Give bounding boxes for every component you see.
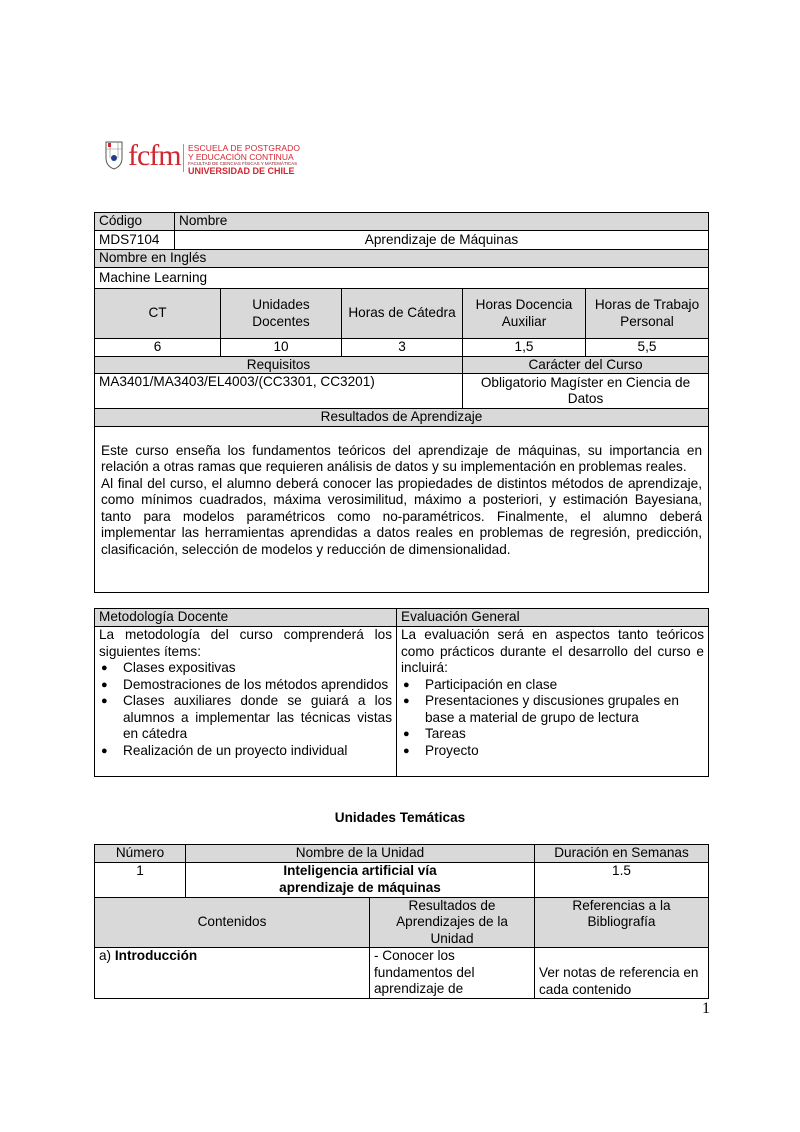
header-auxiliar: Horas Docencia Auxiliar [463,289,586,339]
list-item: ● Participación en clase [401,677,704,694]
fcfm-mark: fcfm [128,139,181,172]
content-referencia: Ver notas de referencia en cada contenido [535,948,709,999]
list-item: ● Tareas [401,726,704,743]
logo-line-2: Y EDUCACIÓN CONTINUA [188,152,294,162]
value-catedra: 3 [342,339,463,357]
unit-duration: 1.5 [535,862,709,897]
evaluacion-title: Evaluación General [397,609,709,627]
unit-number: 1 [95,862,186,897]
metodologia-intro: La metodología del curso comprenderá los siguientes ítems: [99,627,392,659]
metodologia-list [99,660,392,759]
header-ct: CT [95,289,221,339]
metodologia-title: Metodología Docente [95,609,397,627]
course-name-english: Machine Learning [95,268,709,289]
header-nombre-unidad: Nombre de la Unidad [186,845,535,863]
value-personal: 5,5 [586,339,709,357]
resultados-text [95,426,709,592]
list-item: ● Realización de un proyecto individual [99,743,392,760]
nombre-label: Nombre [175,213,709,231]
value-auxiliar: 1,5 [463,339,586,357]
codigo-label: Código [95,213,175,231]
caracter-value: Obligatorio Magíster en Ciencia de Datos [463,374,709,409]
caracter-label: Carácter del Curso [463,356,709,374]
resultados-label: Resultados de Aprendizaje [95,409,709,427]
evaluacion-list [401,677,704,760]
logo-separator [183,144,184,172]
content-prefix: a) [99,948,112,963]
unit-name: Inteligencia artificial vía aprendizaje de máquinas [186,862,535,897]
university-shield-icon [104,140,124,170]
resultados-paragraph-2: Al final del curso, el alumno deberá conocer las propiedades de distintos métodos de aprendizaje, como mínimos cuadrados, máxima verosimilitud, máximo a posteriori, y estimación Bayesiana, tanto para modelos paramétricos como no-paramétricos. Finalmente, el alumno deberá implementar las herramientas aprendidas a datos reales en problemas de regresión, predicción, clasificación, selección de modelos y reducción de dimensionalidad. [101,475,703,557]
requisitos-label: Requisitos [95,356,463,374]
page-number: 1 [702,1000,710,1017]
metodologia-body [95,627,397,777]
header-resultados-unidad: Resultados de Aprendizajes de la Unidad [370,897,535,948]
faculty-logo [104,138,314,182]
requisitos-value: MA3401/MA3403/EL4003/(CC3301, CC3201) [95,374,463,409]
content-resultado: - Conocer los fundamentos del aprendizaje de [370,948,535,999]
course-info-table [94,212,709,593]
content-title: Introducción [114,948,198,963]
header-personal: Horas de Trabajo Personal [586,289,709,339]
logo-line-1: ESCUELA DE POSTGRADO [188,143,301,153]
header-contenidos: Contenidos [95,897,370,948]
nombre-ingles-label: Nombre en Inglés [95,250,709,268]
resultados-paragraph-1: Este curso enseña los fundamentos teóricos del aprendizaje de máquinas, su importancia en relación a otras ramas que requieren análisis de datos y su implementación en problemas reales. [101,442,703,474]
unidades-title: Unidades Temáticas [334,810,466,825]
logo-line-4: UNIVERSIDAD DE CHILE [188,166,295,176]
list-item: ● Demostraciones de los métodos aprendidos [99,677,392,694]
list-item: ● Presentaciones y discusiones grupales en base a material de grupo de lectura [401,693,704,726]
unidades-table [94,844,709,999]
header-referencias: Referencias a la Bibliografía [535,897,709,948]
course-name: Aprendizaje de Máquinas [175,231,709,250]
header-unidades: Unidades Docentes [221,289,342,339]
evaluacion-intro: La evaluación será en aspectos tanto teóricos como prácticos durante el desarrollo del curso e incluirá: [401,627,704,675]
logo-line-3: FACULTAD DE CIENCIAS FÍSICAS Y MATEMÁTICAS [188,161,298,166]
header-duracion: Duración en Semanas [535,845,709,863]
list-item: ● Proyecto [401,743,704,760]
value-ct: 6 [95,339,221,357]
list-item: ● Clases expositivas [99,660,392,677]
value-unidades: 10 [221,339,342,357]
content-row-introduccion [95,948,370,999]
metodologia-evaluacion-table [94,608,709,777]
evaluacion-body [397,627,709,777]
list-item: ● Clases auxiliares donde se guiará a los alumnos a implementar las técnicas vistas en cátedra [99,693,392,743]
course-code: MDS7104 [95,231,175,250]
header-catedra: Horas de Cátedra [342,289,463,339]
header-numero: Número [95,845,186,863]
